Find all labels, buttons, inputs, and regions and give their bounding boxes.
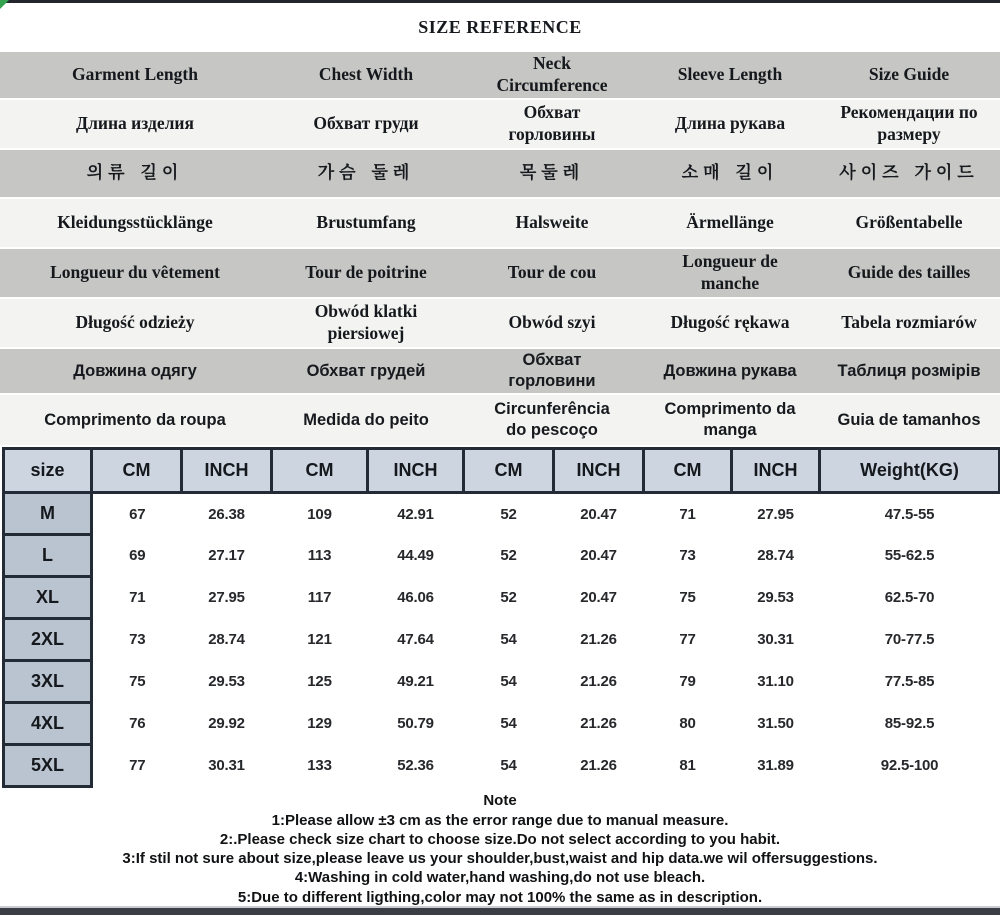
- size-value: 54: [464, 619, 554, 661]
- lang-cell: Длина рукава: [674, 113, 786, 134]
- lang-cell: Tour de poitrine: [305, 262, 427, 283]
- size-value: 80: [644, 703, 732, 745]
- size-value: 70-77.5: [820, 619, 1000, 661]
- lang-row-korean: [0, 150, 1000, 199]
- lang-cell: Comprimento da manga: [664, 400, 796, 439]
- lang-cell: Обхват груди: [313, 113, 419, 134]
- corner-marker-icon: [0, 0, 9, 9]
- lang-cell: Longueur de manche: [682, 251, 778, 293]
- size-value: 29.53: [182, 661, 272, 703]
- size-label: 2XL: [4, 619, 92, 661]
- lang-cell: Comprimento da roupa: [44, 410, 226, 429]
- lang-cell-chest-width: Chest Width: [318, 64, 414, 85]
- lang-cell: Medida do peito: [303, 410, 429, 429]
- notes-heading: Note: [483, 792, 517, 810]
- size-value: 30.31: [182, 745, 272, 787]
- size-label: 4XL: [4, 703, 92, 745]
- size-value: 54: [464, 745, 554, 787]
- size-value: 54: [464, 703, 554, 745]
- column-header-inch-1: INCH: [182, 449, 272, 493]
- lang-cell: Kleidungsstücklänge: [57, 212, 213, 233]
- size-value: 133: [272, 745, 368, 787]
- lang-row-ukrainian: [0, 349, 1000, 395]
- size-value: 29.53: [732, 577, 820, 619]
- lang-cell: Таблиця розмірів: [837, 361, 981, 380]
- lang-row-portuguese: [0, 395, 1000, 447]
- lang-cell: Größentabelle: [855, 212, 963, 233]
- notes-section: [0, 788, 1000, 908]
- lang-cell: Длина изделия: [76, 113, 194, 134]
- lang-cell: Рекомендации по размеру: [840, 102, 978, 144]
- size-label: XL: [4, 577, 92, 619]
- size-value: 77: [92, 745, 182, 787]
- size-value: 92.5-100: [820, 745, 1000, 787]
- size-value: 129: [272, 703, 368, 745]
- column-header-inch-3: INCH: [554, 449, 644, 493]
- size-value: 77.5-85: [820, 661, 1000, 703]
- lang-cell: 의류 길이: [86, 162, 184, 183]
- size-value: 31.89: [732, 745, 820, 787]
- lang-cell: Обхват горловини: [508, 351, 596, 390]
- size-value: 49.21: [368, 661, 464, 703]
- note-line-3: 3:If stil not sure about size,please leave us your shoulder,bust,waist and hip data.we wil offersuggestions.: [122, 850, 878, 868]
- lang-cell: Halsweite: [515, 212, 589, 233]
- column-header-cm-2: CM: [272, 449, 368, 493]
- lang-cell-neck-circumference: Neck Circumference: [496, 53, 608, 95]
- note-line-1: 1:Please allow ±3 cm as the error range due to manual measure.: [271, 811, 729, 829]
- size-value: 47.64: [368, 619, 464, 661]
- size-value: 109: [272, 493, 368, 535]
- size-value: 28.74: [182, 619, 272, 661]
- lang-cell: Ärmellänge: [686, 212, 774, 233]
- column-header-size: size: [4, 449, 92, 493]
- size-value: 29.92: [182, 703, 272, 745]
- lang-row-german: [0, 199, 1000, 249]
- size-value: 52: [464, 577, 554, 619]
- size-value: 30.31: [732, 619, 820, 661]
- note-line-5: 5:Due to different ligthing,color may not 100% the same as in description.: [237, 888, 763, 906]
- top-bar: [0, 0, 1000, 3]
- note-line-4: 4:Washing in cold water,hand washing,do not use bleach.: [294, 869, 706, 887]
- size-value: 52.36: [368, 745, 464, 787]
- size-value: 21.26: [554, 661, 644, 703]
- column-header-weight: Weight(KG): [820, 449, 1000, 493]
- size-value: 77: [644, 619, 732, 661]
- lang-row-french: [0, 249, 1000, 299]
- size-value: 76: [92, 703, 182, 745]
- size-value: 117: [272, 577, 368, 619]
- lang-cell-size-guide: Size Guide: [868, 64, 950, 85]
- size-row-xl: [4, 577, 1000, 619]
- column-header-cm-4: CM: [644, 449, 732, 493]
- lang-cell: Обхват горловины: [508, 102, 596, 144]
- size-value: 20.47: [554, 577, 644, 619]
- size-value: 73: [92, 619, 182, 661]
- size-value: 62.5-70: [820, 577, 1000, 619]
- lang-cell: Długość odzieży: [75, 312, 195, 333]
- size-value: 113: [272, 535, 368, 577]
- lang-cell: 소매 길이: [681, 162, 779, 183]
- column-header-inch-4: INCH: [732, 449, 820, 493]
- lang-cell-garment-length: Garment Length: [72, 64, 198, 85]
- size-value: 55-62.5: [820, 535, 1000, 577]
- size-value: 47.5-55: [820, 493, 1000, 535]
- lang-cell: Guia de tamanhos: [837, 410, 981, 429]
- size-row-3xl: [4, 661, 1000, 703]
- lang-cell: Długość rękawa: [670, 312, 790, 333]
- lang-row-polish: [0, 299, 1000, 349]
- size-row-5xl: [4, 745, 1000, 787]
- lang-cell: Guide des tailles: [847, 262, 971, 283]
- lang-cell: Circunferência do pescoço: [494, 400, 610, 439]
- size-value: 67: [92, 493, 182, 535]
- size-row-l: [4, 535, 1000, 577]
- lang-row-russian: [0, 100, 1000, 150]
- size-label: M: [4, 493, 92, 535]
- note-line-2: 2:.Please check size chart to choose size.Do not select according to you habit.: [219, 830, 781, 848]
- size-value: 79: [644, 661, 732, 703]
- bottom-bar: [0, 906, 1000, 915]
- size-value: 31.10: [732, 661, 820, 703]
- size-value: 27.95: [182, 577, 272, 619]
- size-label: 5XL: [4, 745, 92, 787]
- lang-row-english: [0, 52, 1000, 100]
- lang-cell-sleeve-length: Sleeve Length: [677, 64, 783, 85]
- size-value: 52: [464, 493, 554, 535]
- size-table-header-row: [4, 449, 1000, 493]
- size-value: 69: [92, 535, 182, 577]
- size-value: 121: [272, 619, 368, 661]
- size-row-4xl: [4, 703, 1000, 745]
- size-value: 31.50: [732, 703, 820, 745]
- lang-cell: Longueur du vêtement: [50, 262, 220, 283]
- size-value: 26.38: [182, 493, 272, 535]
- size-value: 73: [644, 535, 732, 577]
- size-value: 75: [92, 661, 182, 703]
- lang-cell: Tour de cou: [507, 262, 597, 283]
- column-header-cm-3: CM: [464, 449, 554, 493]
- lang-cell: Obwód szyi: [508, 312, 596, 333]
- lang-cell: 사이즈 가이드: [839, 162, 979, 183]
- size-row-2xl: [4, 619, 1000, 661]
- lang-cell: Обхват грудей: [306, 361, 426, 380]
- size-table: [2, 447, 1000, 788]
- size-value: 50.79: [368, 703, 464, 745]
- size-value: 71: [92, 577, 182, 619]
- size-value: 71: [644, 493, 732, 535]
- size-label: L: [4, 535, 92, 577]
- size-value: 42.91: [368, 493, 464, 535]
- lang-cell: 가슴 둘레: [317, 162, 415, 183]
- size-value: 21.26: [554, 703, 644, 745]
- lang-cell: Довжина одягу: [73, 361, 197, 380]
- language-header-table: [0, 52, 1000, 447]
- size-row-m: [4, 493, 1000, 535]
- size-value: 20.47: [554, 493, 644, 535]
- lang-cell: Obwód klatki piersiowej: [314, 301, 418, 343]
- size-value: 44.49: [368, 535, 464, 577]
- page-title: SIZE REFERENCE: [418, 17, 582, 37]
- lang-cell: Довжина рукава: [663, 361, 797, 380]
- size-value: 28.74: [732, 535, 820, 577]
- lang-cell: Tabela rozmiarów: [841, 312, 977, 333]
- size-value: 46.06: [368, 577, 464, 619]
- size-value: 54: [464, 661, 554, 703]
- size-value: 75: [644, 577, 732, 619]
- size-value: 27.95: [732, 493, 820, 535]
- size-value: 21.26: [554, 619, 644, 661]
- size-label: 3XL: [4, 661, 92, 703]
- lang-cell: Brustumfang: [316, 212, 416, 233]
- lang-cell: 목둘레: [519, 162, 585, 183]
- size-value: 20.47: [554, 535, 644, 577]
- size-value: 85-92.5: [820, 703, 1000, 745]
- column-header-inch-2: INCH: [368, 449, 464, 493]
- size-value: 125: [272, 661, 368, 703]
- size-value: 81: [644, 745, 732, 787]
- size-value: 27.17: [182, 535, 272, 577]
- column-header-cm-1: CM: [92, 449, 182, 493]
- size-value: 21.26: [554, 745, 644, 787]
- size-value: 52: [464, 535, 554, 577]
